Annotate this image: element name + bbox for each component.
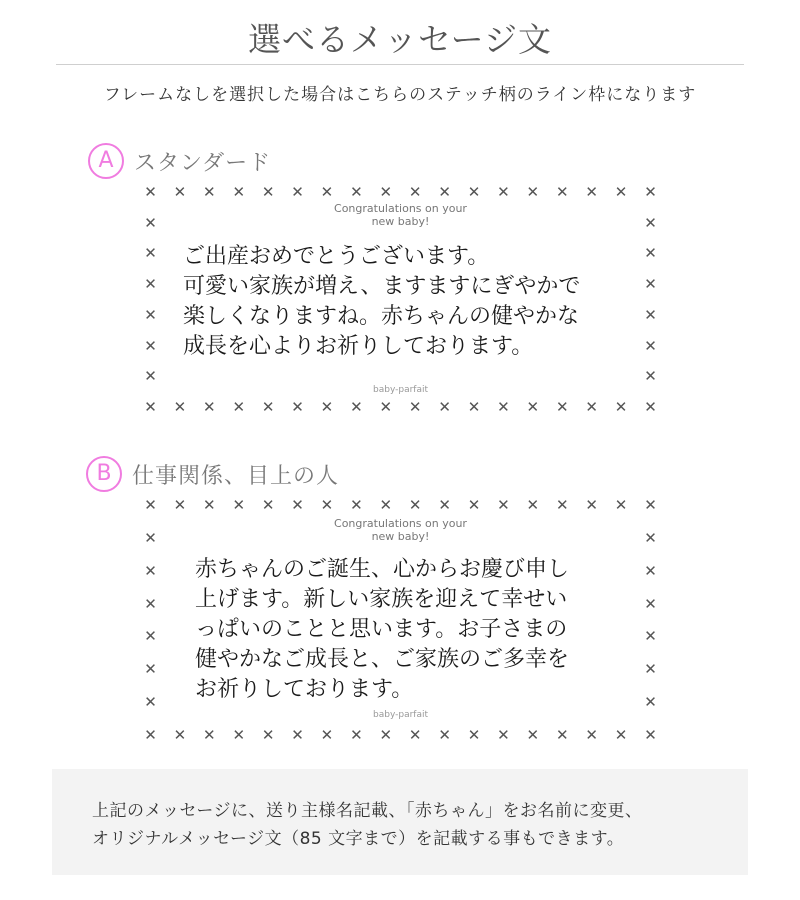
stitch-mark: ✕ [526, 183, 540, 201]
option-b-heading [86, 456, 339, 492]
stitch-mark: ✕ [467, 726, 481, 744]
title-divider [56, 64, 744, 65]
option-a-badge: A [88, 143, 124, 179]
stitch-mark: ✕ [555, 496, 569, 514]
stitch-mark: ✕ [644, 213, 657, 232]
stitch-mark: ✕ [144, 275, 157, 294]
stitch-mark: ✕ [144, 627, 157, 646]
card-b-header: Congratulations on your new baby! [334, 517, 467, 543]
stitch-mark: ✕ [144, 594, 157, 613]
stitch-mark: ✕ [438, 398, 451, 416]
stitch-mark: ✕ [644, 183, 657, 201]
stitch-mark: ✕ [261, 183, 275, 201]
stitch-mark: ✕ [232, 398, 246, 416]
stitch-mark: ✕ [203, 183, 216, 201]
stitch-mark: ✕ [644, 627, 657, 646]
stitch-mark: ✕ [644, 660, 657, 679]
stitch-mark: ✕ [555, 183, 569, 201]
stitch-mark: ✕ [408, 398, 422, 416]
stitch-mark: ✕ [644, 305, 657, 324]
stitch-mark: ✕ [261, 726, 275, 744]
stitch-mark: ✕ [644, 726, 657, 744]
stitch-mark: ✕ [144, 336, 157, 355]
page-title: 選べるメッセージ文 [247, 20, 553, 59]
stitch-mark: ✕ [261, 496, 275, 514]
stitch-mark: ✕ [320, 183, 334, 201]
stitch-mark: ✕ [144, 398, 157, 416]
stitch-mark: ✕ [144, 496, 157, 514]
stitch-mark: ✕ [585, 398, 598, 416]
stitch-mark: ✕ [291, 183, 304, 201]
stitch-mark: ✕ [467, 398, 481, 416]
stitch-mark: ✕ [644, 561, 657, 580]
stitch-mark: ✕ [203, 726, 216, 744]
stitch-mark: ✕ [350, 398, 363, 416]
stitch-mark: ✕ [467, 183, 481, 201]
stitch-mark: ✕ [379, 726, 393, 744]
message-card-a [143, 185, 658, 415]
stitch-mark: ✕ [261, 398, 275, 416]
page-subtitle: フレームなしを選択した場合はこちらのステッチ柄のライン枠になります [103, 85, 697, 105]
stitch-mark: ✕ [144, 213, 157, 232]
stitch-mark: ✕ [320, 726, 334, 744]
stitch-mark: ✕ [173, 398, 187, 416]
stitch-mark: ✕ [320, 496, 334, 514]
stitch-mark: ✕ [173, 726, 187, 744]
stitch-mark: ✕ [144, 726, 157, 744]
stitch-mark: ✕ [526, 398, 540, 416]
stitch-mark: ✕ [644, 398, 657, 416]
stitch-mark: ✕ [644, 367, 657, 386]
stitch-mark: ✕ [467, 496, 481, 514]
card-a-header: Congratulations on your new baby! [334, 202, 467, 228]
stitch-mark: ✕ [408, 496, 422, 514]
stitch-mark: ✕ [585, 496, 598, 514]
stitch-mark: ✕ [614, 398, 628, 416]
option-b-title: 仕事関係、目上の人 [132, 463, 340, 489]
stitch-mark: ✕ [379, 398, 393, 416]
stitch-mark: ✕ [438, 496, 451, 514]
option-a-title: スタンダード [134, 150, 272, 176]
stitch-mark: ✕ [644, 528, 657, 547]
stitch-mark: ✕ [232, 183, 246, 201]
stitch-mark: ✕ [232, 496, 246, 514]
note-box [52, 769, 748, 875]
stitch-mark: ✕ [144, 561, 157, 580]
stitch-mark: ✕ [173, 183, 187, 201]
stitch-mark: ✕ [644, 244, 657, 263]
stitch-mark: ✕ [497, 496, 510, 514]
stitch-mark: ✕ [291, 496, 304, 514]
stitch-mark: ✕ [320, 398, 334, 416]
stitch-mark: ✕ [232, 726, 246, 744]
stitch-mark: ✕ [526, 496, 540, 514]
stitch-mark: ✕ [555, 398, 569, 416]
stitch-mark: ✕ [438, 726, 451, 744]
stitch-mark: ✕ [497, 726, 510, 744]
stitch-mark: ✕ [644, 275, 657, 294]
stitch-mark: ✕ [379, 496, 393, 514]
stitch-mark: ✕ [350, 183, 363, 201]
stitch-mark: ✕ [350, 496, 363, 514]
card-b-message: 赤ちゃんのご誕生、心からお慶び申し 上げます。新しい家族を迎えて幸せい っぱいのことと思います。お子さまの 健やかなご成長と、ご家族のご多幸を お祈りしております。 [195, 557, 570, 702]
stitch-mark: ✕ [350, 726, 363, 744]
stitch-mark: ✕ [644, 594, 657, 613]
stitch-mark: ✕ [144, 244, 157, 263]
stitch-mark: ✕ [408, 726, 422, 744]
stitch-mark: ✕ [144, 528, 157, 547]
stitch-mark: ✕ [408, 183, 422, 201]
stitch-mark: ✕ [614, 726, 628, 744]
stitch-mark: ✕ [144, 183, 157, 201]
stitch-mark: ✕ [379, 183, 393, 201]
stitch-mark: ✕ [203, 398, 216, 416]
stitch-mark: ✕ [144, 305, 157, 324]
stitch-mark: ✕ [644, 336, 657, 355]
stitch-mark: ✕ [144, 660, 157, 679]
stitch-mark: ✕ [644, 496, 657, 514]
option-a-heading [88, 143, 271, 179]
option-b-badge: B [86, 456, 122, 492]
stitch-mark: ✕ [555, 726, 569, 744]
stitch-mark: ✕ [291, 726, 304, 744]
message-card-b [143, 498, 658, 743]
stitch-mark: ✕ [144, 367, 157, 386]
card-a-message: ご出産おめでとうございます。 可愛い家族が増え、ますますにぎやかで 楽しくなりますね。赤ちゃんの健やかな 成長を心よりお祈りしております。 [183, 244, 581, 359]
stitch-mark: ✕ [644, 693, 657, 712]
stitch-mark: ✕ [614, 496, 628, 514]
stitch-mark: ✕ [203, 496, 216, 514]
stitch-mark: ✕ [291, 398, 304, 416]
stitch-mark: ✕ [497, 398, 510, 416]
stitch-mark: ✕ [173, 496, 187, 514]
stitch-mark: ✕ [438, 183, 451, 201]
stitch-mark: ✕ [614, 183, 628, 201]
stitch-mark: ✕ [144, 693, 157, 712]
card-b-footer: baby-parfait [373, 710, 428, 720]
stitch-mark: ✕ [497, 183, 510, 201]
card-a-footer: baby-parfait [373, 385, 428, 395]
stitch-mark: ✕ [526, 726, 540, 744]
stitch-mark: ✕ [585, 183, 598, 201]
note-text: 上記のメッセージに、送り主様名記載、「赤ちゃん」をお名前に変更、 オリジナルメッセージ文（85 文字まで）を記載する事もできます。 [92, 801, 643, 849]
stitch-mark: ✕ [585, 726, 598, 744]
